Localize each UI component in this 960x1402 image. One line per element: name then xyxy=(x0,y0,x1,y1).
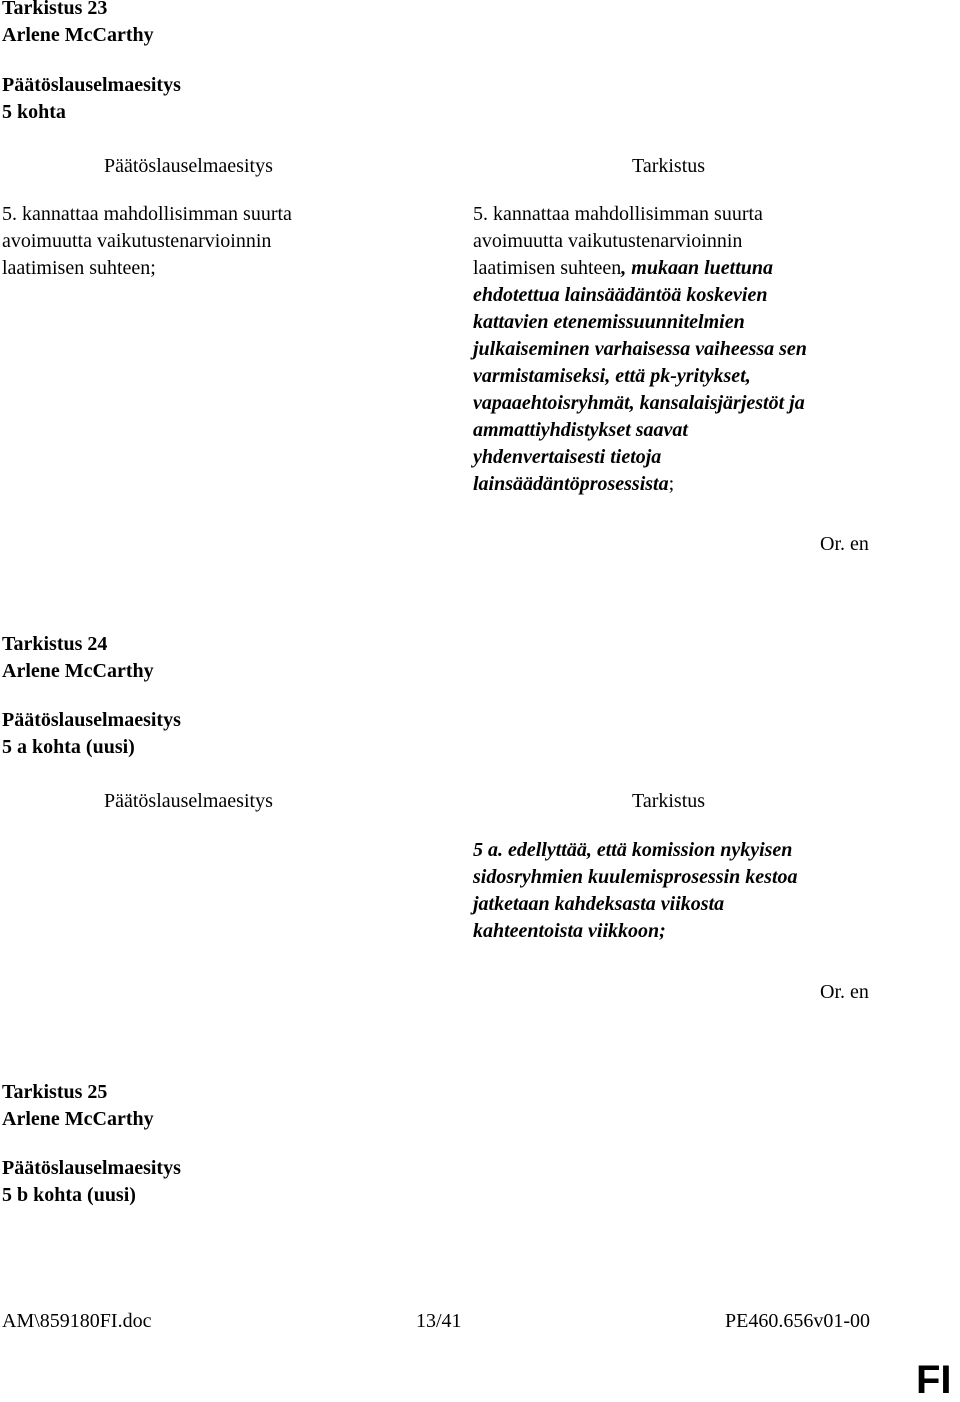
inserted-text: kattavien etenemissuunnitelmien xyxy=(473,311,745,333)
paragraph-reference: 5 kohta xyxy=(2,101,66,123)
document-reference: AM\859180FI.doc xyxy=(2,1310,152,1332)
inserted-text: kahteentoista viikkoon; xyxy=(473,920,666,942)
amended-text xyxy=(473,837,798,945)
right-column-header: Tarkistus xyxy=(632,155,706,177)
amendment-author: Arlene McCarthy xyxy=(2,1108,154,1130)
right-column-header: Tarkistus xyxy=(632,790,706,812)
text-line xyxy=(473,255,807,282)
original-text xyxy=(2,201,292,282)
left-column-header: Päätöslauselmaesitys xyxy=(104,155,273,177)
amendment-number: Tarkistus 23 xyxy=(2,0,108,19)
amendment-author: Arlene McCarthy xyxy=(2,24,154,46)
inserted-text: ammattiyhdistykset saavat xyxy=(473,419,688,441)
text-line: 5. kannattaa mahdollisimman suurta xyxy=(473,203,763,225)
inserted-text: , mukaan luettuna xyxy=(621,257,774,279)
text-line: laatimisen suhteen; xyxy=(2,257,156,279)
original-language: Or. en xyxy=(820,533,869,555)
document-type: Päätöslauselmaesitys xyxy=(2,709,181,731)
inserted-text: ehdotettua lainsäädäntöä koskevien xyxy=(473,284,768,306)
text-segment: ; xyxy=(668,473,675,495)
amended-text xyxy=(473,201,807,498)
amendment-author: Arlene McCarthy xyxy=(2,660,154,682)
paragraph-reference: 5 b kohta (uusi) xyxy=(2,1184,136,1206)
paragraph-reference: 5 a kohta (uusi) xyxy=(2,736,135,758)
text-segment: laatimisen suhteen xyxy=(473,257,622,279)
page-number: 13/41 xyxy=(416,1310,462,1332)
language-mark: FI xyxy=(916,1358,952,1402)
text-line: 5. kannattaa mahdollisimman suurta xyxy=(2,203,292,225)
document-type: Päätöslauselmaesitys xyxy=(2,1157,181,1179)
document-type: Päätöslauselmaesitys xyxy=(2,74,181,96)
original-language: Or. en xyxy=(820,981,869,1003)
text-line: avoimuutta vaikutustenarvioinnin xyxy=(2,230,272,252)
inserted-text: 5 a. edellyttää, että komission nykyisen xyxy=(473,839,793,861)
inserted-text: jatketaan kahdeksasta viikosta xyxy=(473,893,725,915)
inserted-text: vapaaehtoisryhmät, kansalaisjärjestöt ja xyxy=(473,392,805,414)
inserted-text: varmistamiseksi, että pk-yritykset, xyxy=(473,365,751,387)
pe-reference: PE460.656v01-00 xyxy=(725,1310,870,1332)
amendment-number: Tarkistus 25 xyxy=(2,1081,108,1103)
inserted-text: julkaiseminen varhaisessa vaiheessa sen xyxy=(473,338,807,360)
left-column-header: Päätöslauselmaesitys xyxy=(104,790,273,812)
inserted-text: sidosryhmien kuulemisprosessin kestoa xyxy=(473,866,798,888)
text-line: avoimuutta vaikutustenarvioinnin xyxy=(473,230,743,252)
inserted-text: yhdenvertaisesti tietoja xyxy=(473,446,662,468)
inserted-text: lainsäädäntöprosessista xyxy=(473,473,669,495)
amendment-number: Tarkistus 24 xyxy=(2,633,108,655)
